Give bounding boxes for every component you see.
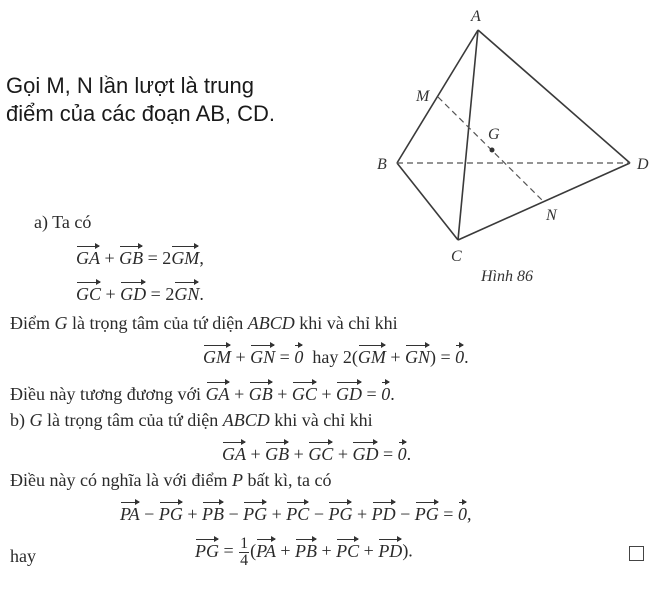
text: G	[54, 313, 68, 333]
text: là trọng tâm của tứ diện	[42, 410, 223, 430]
punct: .	[464, 347, 469, 367]
text: Điều này tương đương với	[10, 384, 206, 404]
vector: GM	[358, 343, 386, 368]
vector: GD	[336, 380, 362, 405]
vector: PG	[159, 500, 183, 525]
vector: GA	[206, 380, 230, 405]
vector: GN	[405, 343, 430, 368]
punct: .	[390, 384, 395, 404]
edge-BC	[397, 163, 458, 240]
vector: GN	[174, 280, 199, 305]
operator: =	[223, 540, 234, 561]
part-a-intro: a) Ta có	[34, 212, 92, 232]
text: Điểm	[10, 313, 55, 333]
equation-7	[195, 536, 413, 569]
operator: +	[277, 384, 288, 404]
vector: GC	[292, 380, 317, 405]
note-line-1: Gọi M, N lần lượt là trung	[6, 73, 255, 98]
vector: PA	[256, 537, 276, 562]
text: là trọng tâm của tứ diện	[67, 313, 248, 333]
statement-2	[10, 380, 395, 405]
operator: =	[443, 504, 454, 524]
punct: .	[199, 284, 204, 304]
statement-3	[10, 470, 331, 491]
text: 2(	[342, 347, 358, 367]
operator: −	[313, 504, 324, 524]
operator: +	[293, 444, 304, 464]
text: Điều này có nghĩa là với điểm	[10, 470, 232, 490]
text: khi và chỉ khi	[294, 313, 398, 333]
operator: −	[228, 504, 239, 524]
edge-CD	[458, 163, 630, 240]
edge-AB	[397, 30, 478, 163]
text: khi và chỉ khi	[269, 410, 373, 430]
vector: PA	[120, 500, 140, 525]
operator: +	[337, 444, 348, 464]
operator: = 2	[147, 248, 172, 268]
punct: ,	[199, 248, 204, 268]
punct: ,	[466, 504, 472, 524]
vector: GC	[76, 280, 101, 305]
zero-vector: 0	[294, 343, 303, 368]
text: bất kì, ta có	[242, 470, 332, 490]
operator: +	[105, 284, 116, 304]
text: ABCD	[247, 313, 295, 333]
operator: +	[390, 347, 401, 367]
operator: +	[234, 384, 245, 404]
vector: GA	[222, 440, 246, 465]
zero-vector: 0	[458, 500, 467, 525]
vector: PD	[378, 537, 402, 562]
vector: PG	[195, 537, 219, 562]
numerator: 1	[240, 535, 249, 552]
vector: GB	[265, 440, 289, 465]
fraction-one-quarter	[239, 536, 249, 569]
zero-vector: 0	[381, 380, 390, 405]
operator: =	[366, 384, 377, 404]
note-line-2: điểm của các đoạn AB, CD.	[6, 101, 276, 126]
qed-square-icon	[629, 546, 644, 561]
part-b-intro	[10, 410, 373, 431]
operator: =	[440, 347, 451, 367]
text: )	[430, 347, 436, 367]
operator: +	[363, 540, 374, 561]
statement-1	[10, 313, 398, 334]
equation-6	[120, 500, 471, 525]
edge-AC	[458, 30, 478, 240]
equation-2	[76, 280, 204, 305]
point-G	[490, 148, 495, 153]
operator: =	[382, 444, 394, 464]
punct: .	[406, 444, 412, 464]
label-D: D	[637, 156, 649, 173]
hay-label: hay	[10, 546, 36, 566]
vector: GA	[76, 244, 100, 269]
edge-AD	[478, 30, 630, 163]
equation-1	[76, 244, 204, 269]
vector: GC	[308, 440, 333, 465]
operator: +	[187, 504, 198, 524]
label-B: B	[377, 156, 387, 173]
figure-caption: Hình 86	[481, 268, 533, 285]
vector: GN	[250, 343, 275, 368]
text: ).	[402, 540, 413, 561]
vector: PD	[372, 500, 396, 525]
operator: +	[235, 347, 246, 367]
text: hay	[312, 347, 339, 367]
vector: PB	[295, 537, 317, 562]
operator: +	[271, 504, 282, 524]
text: G	[29, 410, 43, 430]
vector: GD	[120, 280, 146, 305]
denominator: 4	[240, 552, 249, 569]
vector: GM	[203, 343, 231, 368]
vector: PC	[286, 500, 309, 525]
vector: GB	[249, 380, 273, 405]
label-C: C	[451, 248, 462, 265]
label-A: A	[471, 8, 481, 25]
operator: +	[250, 444, 261, 464]
vector: PC	[336, 537, 359, 562]
text: b)	[10, 410, 30, 430]
text: (	[250, 540, 257, 561]
vector: PG	[328, 500, 352, 525]
equation-3	[203, 343, 469, 368]
operator: = 2	[150, 284, 175, 304]
vector: GM	[171, 244, 199, 269]
operator: +	[321, 384, 332, 404]
operator: =	[279, 347, 290, 367]
operator: +	[280, 540, 291, 561]
vector: PG	[243, 500, 267, 525]
vector: GD	[352, 440, 378, 465]
zero-vector: 0	[398, 440, 407, 465]
operator: +	[356, 504, 368, 524]
vector: GB	[119, 244, 143, 269]
text: ABCD	[222, 410, 270, 430]
vector: PG	[415, 500, 439, 525]
zero-vector: 0	[455, 343, 464, 368]
label-G: G	[488, 126, 500, 143]
text: P	[231, 470, 243, 490]
operator: +	[104, 248, 115, 268]
vector: PB	[202, 500, 224, 525]
operator: +	[321, 540, 332, 561]
operator: −	[400, 504, 411, 524]
label-M: M	[416, 88, 430, 105]
operator: −	[144, 504, 155, 524]
equation-5	[222, 440, 411, 465]
label-N: N	[546, 207, 557, 224]
